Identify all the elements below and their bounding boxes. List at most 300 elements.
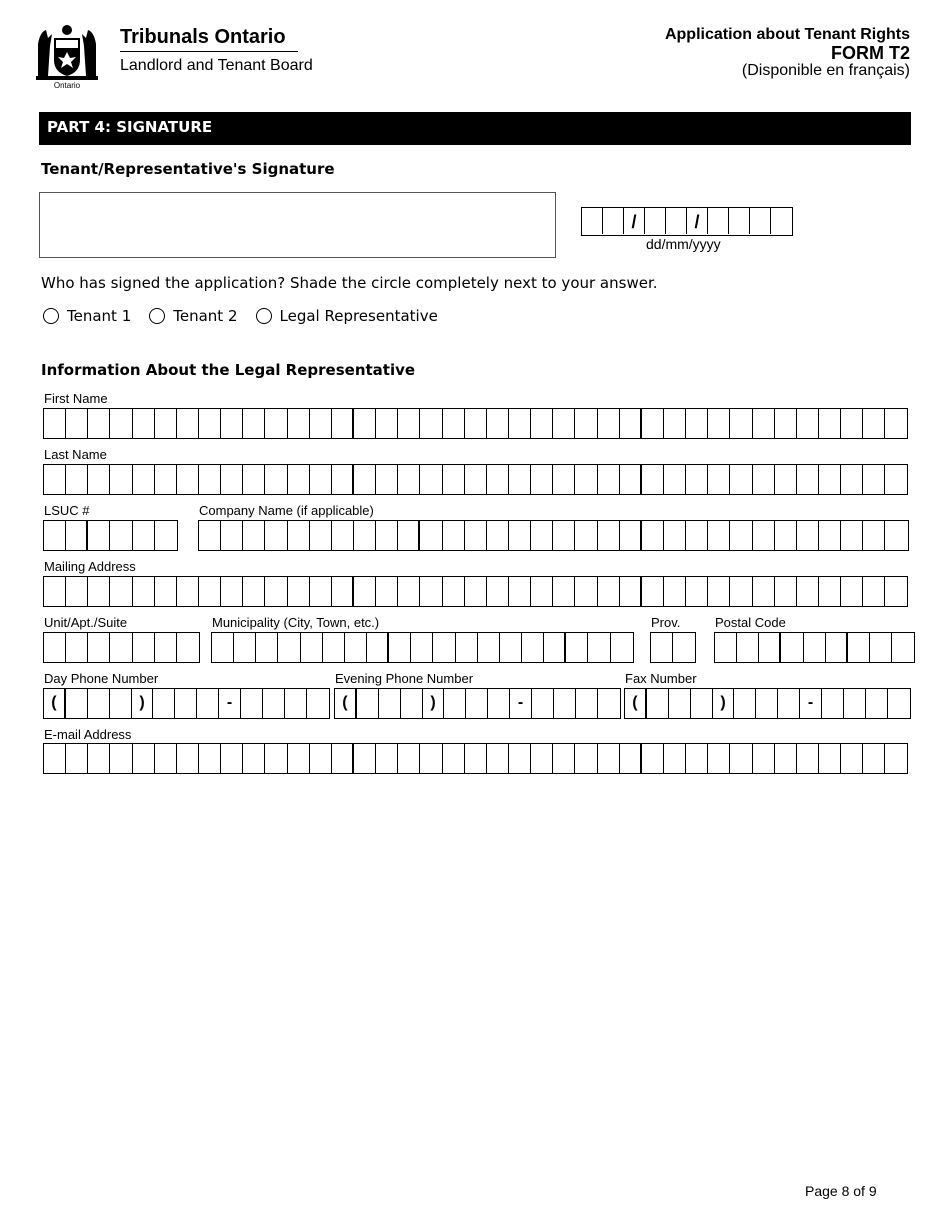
char-cell[interactable]: [588, 633, 610, 662]
char-cell[interactable]: [221, 465, 243, 494]
char-cell[interactable]: [531, 409, 553, 438]
char-cell[interactable]: [885, 409, 907, 438]
char-cell[interactable]: [778, 689, 800, 718]
char-cell[interactable]: [708, 409, 730, 438]
char-cell[interactable]: [575, 465, 597, 494]
char-cell[interactable]: [88, 465, 110, 494]
char-cell[interactable]: [863, 409, 885, 438]
char-cell[interactable]: [686, 744, 708, 773]
char-cell[interactable]: [376, 577, 398, 606]
char-cell[interactable]: [110, 577, 132, 606]
char-cell[interactable]: [642, 521, 664, 550]
unit-field[interactable]: [43, 632, 200, 663]
char-cell[interactable]: [553, 521, 575, 550]
char-cell[interactable]: [708, 744, 730, 773]
char-cell[interactable]: [797, 577, 819, 606]
char-cell[interactable]: [376, 409, 398, 438]
char-cell[interactable]: [332, 577, 354, 606]
phone-close-paren: ): [713, 689, 735, 718]
char-cell[interactable]: [354, 744, 376, 773]
char-cell[interactable]: [664, 409, 686, 438]
char-cell[interactable]: [155, 577, 177, 606]
char-cell[interactable]: [221, 744, 243, 773]
date-cell[interactable]: [750, 208, 771, 234]
char-cell[interactable]: [885, 577, 907, 606]
char-cell[interactable]: [345, 633, 367, 662]
char-cell[interactable]: [354, 465, 376, 494]
char-cell[interactable]: [357, 689, 379, 718]
company-name-field[interactable]: [198, 520, 909, 551]
char-cell[interactable]: [819, 744, 841, 773]
char-cell[interactable]: [110, 744, 132, 773]
char-cell[interactable]: [110, 409, 132, 438]
char-cell[interactable]: [411, 633, 433, 662]
char-cell[interactable]: [531, 744, 553, 773]
char-cell[interactable]: [598, 744, 620, 773]
char-cell[interactable]: [611, 633, 633, 662]
char-cell[interactable]: [888, 689, 910, 718]
char-cell[interactable]: [863, 521, 885, 550]
radio-tenant-1[interactable]: [43, 307, 131, 325]
char-cell[interactable]: [598, 521, 620, 550]
char-cell[interactable]: [797, 409, 819, 438]
char-cell[interactable]: [155, 465, 177, 494]
char-cell[interactable]: [197, 689, 219, 718]
day-phone-field[interactable]: [43, 688, 330, 719]
char-cell[interactable]: [376, 744, 398, 773]
char-cell[interactable]: [110, 521, 132, 550]
char-cell[interactable]: [110, 465, 132, 494]
char-cell[interactable]: [265, 409, 287, 438]
date-cell[interactable]: [582, 208, 603, 234]
char-cell[interactable]: [686, 465, 708, 494]
char-cell[interactable]: [301, 633, 323, 662]
char-cell[interactable]: [66, 633, 88, 662]
char-cell[interactable]: [647, 689, 669, 718]
char-cell[interactable]: [133, 577, 155, 606]
char-cell[interactable]: [44, 577, 66, 606]
radio-legal-representative[interactable]: [256, 307, 438, 325]
email-field[interactable]: [43, 743, 908, 774]
char-cell[interactable]: [753, 577, 775, 606]
char-cell[interactable]: [420, 465, 442, 494]
char-cell[interactable]: [256, 633, 278, 662]
char-cell[interactable]: [841, 465, 863, 494]
char-cell[interactable]: [500, 633, 522, 662]
evening-phone-field[interactable]: [334, 688, 621, 719]
char-cell[interactable]: [553, 465, 575, 494]
char-cell[interactable]: [708, 465, 730, 494]
char-cell[interactable]: [651, 633, 673, 662]
radio-circle[interactable]: [43, 308, 59, 324]
mailing-address-field[interactable]: [43, 576, 908, 607]
date-cell[interactable]: [603, 208, 624, 234]
char-cell[interactable]: [642, 577, 664, 606]
char-cell[interactable]: [487, 465, 509, 494]
page-number: Page 8 of 9: [805, 1183, 877, 1199]
char-cell[interactable]: [398, 409, 420, 438]
char-cell[interactable]: [241, 689, 263, 718]
char-cell[interactable]: [822, 689, 844, 718]
char-cell[interactable]: [332, 409, 354, 438]
char-cell[interactable]: [354, 577, 376, 606]
char-cell[interactable]: [509, 521, 531, 550]
char-cell[interactable]: [465, 577, 487, 606]
char-cell[interactable]: [730, 465, 752, 494]
char-cell[interactable]: [133, 409, 155, 438]
char-cell[interactable]: [265, 577, 287, 606]
char-cell[interactable]: [265, 521, 287, 550]
char-cell[interactable]: [531, 577, 553, 606]
char-cell[interactable]: [285, 689, 307, 718]
char-cell[interactable]: [263, 689, 285, 718]
char-cell[interactable]: [310, 744, 332, 773]
char-cell[interactable]: [133, 521, 155, 550]
char-cell[interactable]: [243, 409, 265, 438]
char-cell[interactable]: [376, 521, 398, 550]
char-cell[interactable]: [88, 633, 110, 662]
char-cell[interactable]: [885, 521, 907, 550]
char-cell[interactable]: [863, 577, 885, 606]
char-cell[interactable]: [730, 521, 752, 550]
date-cell[interactable]: [666, 208, 687, 234]
char-cell[interactable]: [797, 521, 819, 550]
char-cell[interactable]: [804, 633, 826, 662]
char-cell[interactable]: [288, 744, 310, 773]
char-cell[interactable]: [288, 577, 310, 606]
char-cell[interactable]: [737, 633, 759, 662]
char-cell[interactable]: [88, 521, 110, 550]
char-cell[interactable]: [819, 577, 841, 606]
char-cell[interactable]: [532, 689, 554, 718]
char-cell[interactable]: [841, 577, 863, 606]
char-cell[interactable]: [155, 744, 177, 773]
char-cell[interactable]: [420, 744, 442, 773]
char-cell[interactable]: [433, 633, 455, 662]
char-cell[interactable]: [44, 744, 66, 773]
char-cell[interactable]: [199, 744, 221, 773]
char-cell[interactable]: [444, 689, 466, 718]
char-cell[interactable]: [819, 465, 841, 494]
char-cell[interactable]: [310, 521, 332, 550]
char-cell[interactable]: [177, 633, 199, 662]
char-cell[interactable]: [488, 689, 510, 718]
char-cell[interactable]: [243, 465, 265, 494]
char-cell[interactable]: [575, 521, 597, 550]
char-cell[interactable]: [367, 633, 389, 662]
char-cell[interactable]: [332, 744, 354, 773]
char-cell[interactable]: [133, 633, 155, 662]
char-cell[interactable]: [443, 744, 465, 773]
char-cell[interactable]: [753, 409, 775, 438]
char-cell[interactable]: [88, 577, 110, 606]
char-cell[interactable]: [575, 744, 597, 773]
char-cell[interactable]: [465, 744, 487, 773]
char-cell[interactable]: [478, 633, 500, 662]
char-cell[interactable]: [487, 744, 509, 773]
char-cell[interactable]: [177, 465, 199, 494]
char-cell[interactable]: [44, 465, 66, 494]
char-cell[interactable]: [669, 689, 691, 718]
char-cell[interactable]: [664, 521, 686, 550]
char-cell[interactable]: [420, 521, 442, 550]
char-cell[interactable]: [354, 409, 376, 438]
char-cell[interactable]: [221, 577, 243, 606]
char-cell[interactable]: [332, 521, 354, 550]
postal-code-field[interactable]: [714, 632, 915, 663]
char-cell[interactable]: [797, 744, 819, 773]
char-cell[interactable]: [420, 409, 442, 438]
char-cell[interactable]: [509, 409, 531, 438]
char-cell[interactable]: [775, 409, 797, 438]
char-cell[interactable]: [66, 577, 88, 606]
char-cell[interactable]: [288, 409, 310, 438]
char-cell[interactable]: [819, 409, 841, 438]
form-title: Application about Tenant Rights: [664, 26, 910, 43]
char-cell[interactable]: [576, 689, 598, 718]
char-cell[interactable]: [841, 409, 863, 438]
char-cell[interactable]: [708, 521, 730, 550]
char-cell[interactable]: [673, 633, 695, 662]
char-cell[interactable]: [487, 577, 509, 606]
char-cell[interactable]: [310, 577, 332, 606]
char-cell[interactable]: [155, 409, 177, 438]
char-cell[interactable]: [759, 633, 781, 662]
char-cell[interactable]: [753, 521, 775, 550]
char-cell[interactable]: [110, 633, 132, 662]
char-cell[interactable]: [465, 521, 487, 550]
char-cell[interactable]: [566, 633, 588, 662]
char-cell[interactable]: [686, 521, 708, 550]
fax-label: Fax Number: [625, 671, 697, 686]
radio-circle[interactable]: [256, 308, 272, 324]
char-cell[interactable]: [212, 633, 234, 662]
char-cell[interactable]: [288, 465, 310, 494]
date-cell[interactable]: [729, 208, 750, 234]
char-cell[interactable]: [775, 521, 797, 550]
char-cell[interactable]: [354, 521, 376, 550]
char-cell[interactable]: [756, 689, 778, 718]
char-cell[interactable]: [44, 521, 66, 550]
char-cell[interactable]: [88, 689, 110, 718]
char-cell[interactable]: [177, 409, 199, 438]
char-cell[interactable]: [598, 465, 620, 494]
char-cell[interactable]: [686, 409, 708, 438]
char-cell[interactable]: [642, 465, 664, 494]
char-cell[interactable]: [199, 465, 221, 494]
char-cell[interactable]: [88, 744, 110, 773]
char-cell[interactable]: [642, 409, 664, 438]
char-cell[interactable]: [323, 633, 345, 662]
char-cell[interactable]: [66, 465, 88, 494]
first-name-field[interactable]: [43, 408, 908, 439]
char-cell[interactable]: [553, 577, 575, 606]
char-cell[interactable]: [221, 409, 243, 438]
char-cell[interactable]: [708, 577, 730, 606]
char-cell[interactable]: [401, 689, 423, 718]
char-cell[interactable]: [885, 465, 907, 494]
char-cell[interactable]: [866, 689, 888, 718]
char-cell[interactable]: [466, 689, 488, 718]
char-cell[interactable]: [278, 633, 300, 662]
char-cell[interactable]: [398, 744, 420, 773]
lsuc-field[interactable]: [43, 520, 178, 551]
char-cell[interactable]: [730, 409, 752, 438]
date-cell[interactable]: [771, 208, 792, 234]
char-cell[interactable]: [443, 577, 465, 606]
char-cell[interactable]: [265, 744, 287, 773]
char-cell[interactable]: [234, 633, 256, 662]
char-cell[interactable]: [465, 409, 487, 438]
char-cell[interactable]: [730, 577, 752, 606]
char-cell[interactable]: [620, 744, 642, 773]
char-cell[interactable]: [420, 577, 442, 606]
char-cell[interactable]: [310, 465, 332, 494]
char-cell[interactable]: [133, 465, 155, 494]
date-separator: /: [687, 208, 708, 234]
date-format-hint: dd/mm/yyyy: [646, 236, 721, 252]
char-cell[interactable]: [544, 633, 566, 662]
char-cell[interactable]: [870, 633, 892, 662]
char-cell[interactable]: [177, 744, 199, 773]
char-cell[interactable]: [620, 409, 642, 438]
char-cell[interactable]: [531, 521, 553, 550]
signature-field[interactable]: [39, 192, 556, 258]
date-field[interactable]: [581, 207, 793, 236]
char-cell[interactable]: [155, 633, 177, 662]
char-cell[interactable]: [133, 744, 155, 773]
fax-field[interactable]: [624, 688, 911, 719]
char-cell[interactable]: [66, 744, 88, 773]
char-cell[interactable]: [863, 465, 885, 494]
char-cell[interactable]: [734, 689, 756, 718]
char-cell[interactable]: [398, 577, 420, 606]
char-cell[interactable]: [775, 577, 797, 606]
char-cell[interactable]: [892, 633, 914, 662]
char-cell[interactable]: [487, 409, 509, 438]
char-cell[interactable]: [841, 521, 863, 550]
char-cell[interactable]: [775, 465, 797, 494]
char-cell[interactable]: [753, 465, 775, 494]
char-cell[interactable]: [66, 689, 88, 718]
char-cell[interactable]: [443, 521, 465, 550]
char-cell[interactable]: [389, 633, 411, 662]
char-cell[interactable]: [443, 409, 465, 438]
char-cell[interactable]: [398, 521, 420, 550]
char-cell[interactable]: [753, 744, 775, 773]
char-cell[interactable]: [863, 744, 885, 773]
char-cell[interactable]: [379, 689, 401, 718]
province-field[interactable]: [650, 632, 696, 663]
char-cell[interactable]: [885, 744, 907, 773]
radio-tenant-2[interactable]: [149, 307, 237, 325]
char-cell[interactable]: [664, 744, 686, 773]
char-cell[interactable]: [620, 465, 642, 494]
char-cell[interactable]: [221, 521, 243, 550]
char-cell[interactable]: [243, 744, 265, 773]
char-cell[interactable]: [620, 577, 642, 606]
form-header: [665, 26, 910, 80]
char-cell[interactable]: [243, 577, 265, 606]
char-cell[interactable]: [522, 633, 544, 662]
char-cell[interactable]: [775, 744, 797, 773]
char-cell[interactable]: [664, 465, 686, 494]
char-cell[interactable]: [110, 689, 132, 718]
char-cell[interactable]: [841, 744, 863, 773]
org-name: Tribunals Ontario: [120, 26, 286, 48]
char-cell[interactable]: [819, 521, 841, 550]
char-cell[interactable]: [44, 409, 66, 438]
char-cell[interactable]: [175, 689, 197, 718]
char-cell[interactable]: [398, 465, 420, 494]
char-cell[interactable]: [243, 521, 265, 550]
char-cell[interactable]: [620, 521, 642, 550]
char-cell[interactable]: [553, 409, 575, 438]
char-cell[interactable]: [686, 577, 708, 606]
char-cell[interactable]: [44, 633, 66, 662]
date-cell[interactable]: [645, 208, 666, 234]
char-cell[interactable]: [332, 465, 354, 494]
char-cell[interactable]: [826, 633, 848, 662]
char-cell[interactable]: [443, 465, 465, 494]
char-cell[interactable]: [376, 465, 398, 494]
char-cell[interactable]: [715, 633, 737, 662]
char-cell[interactable]: [730, 744, 752, 773]
char-cell[interactable]: [598, 409, 620, 438]
char-cell[interactable]: [797, 465, 819, 494]
char-cell[interactable]: [66, 521, 88, 550]
char-cell[interactable]: [781, 633, 803, 662]
char-cell[interactable]: [664, 577, 686, 606]
char-cell[interactable]: [553, 744, 575, 773]
char-cell[interactable]: [199, 409, 221, 438]
char-cell[interactable]: [848, 633, 870, 662]
date-cell[interactable]: [708, 208, 729, 234]
char-cell[interactable]: [465, 465, 487, 494]
char-cell[interactable]: [155, 521, 177, 550]
char-cell[interactable]: [531, 465, 553, 494]
char-cell[interactable]: [598, 689, 620, 718]
char-cell[interactable]: [509, 577, 531, 606]
char-cell[interactable]: [509, 465, 531, 494]
last-name-field[interactable]: [43, 464, 908, 495]
char-cell[interactable]: [575, 577, 597, 606]
char-cell[interactable]: [265, 465, 287, 494]
char-cell[interactable]: [691, 689, 713, 718]
char-cell[interactable]: [177, 577, 199, 606]
char-cell[interactable]: [199, 521, 221, 550]
municipality-field[interactable]: [211, 632, 634, 663]
char-cell[interactable]: [199, 577, 221, 606]
header-divider: [120, 51, 298, 52]
radio-circle[interactable]: [149, 308, 165, 324]
char-cell[interactable]: [66, 409, 88, 438]
char-cell[interactable]: [575, 409, 597, 438]
char-cell[interactable]: [288, 521, 310, 550]
char-cell[interactable]: [456, 633, 478, 662]
char-cell[interactable]: [88, 409, 110, 438]
char-cell[interactable]: [844, 689, 866, 718]
char-cell[interactable]: [642, 744, 664, 773]
char-cell[interactable]: [310, 409, 332, 438]
char-cell[interactable]: [153, 689, 175, 718]
char-cell[interactable]: [598, 577, 620, 606]
municipality-label: Municipality (City, Town, etc.): [212, 615, 380, 630]
char-cell[interactable]: [554, 689, 576, 718]
char-cell[interactable]: [509, 744, 531, 773]
char-cell[interactable]: [487, 521, 509, 550]
char-cell[interactable]: [307, 689, 329, 718]
